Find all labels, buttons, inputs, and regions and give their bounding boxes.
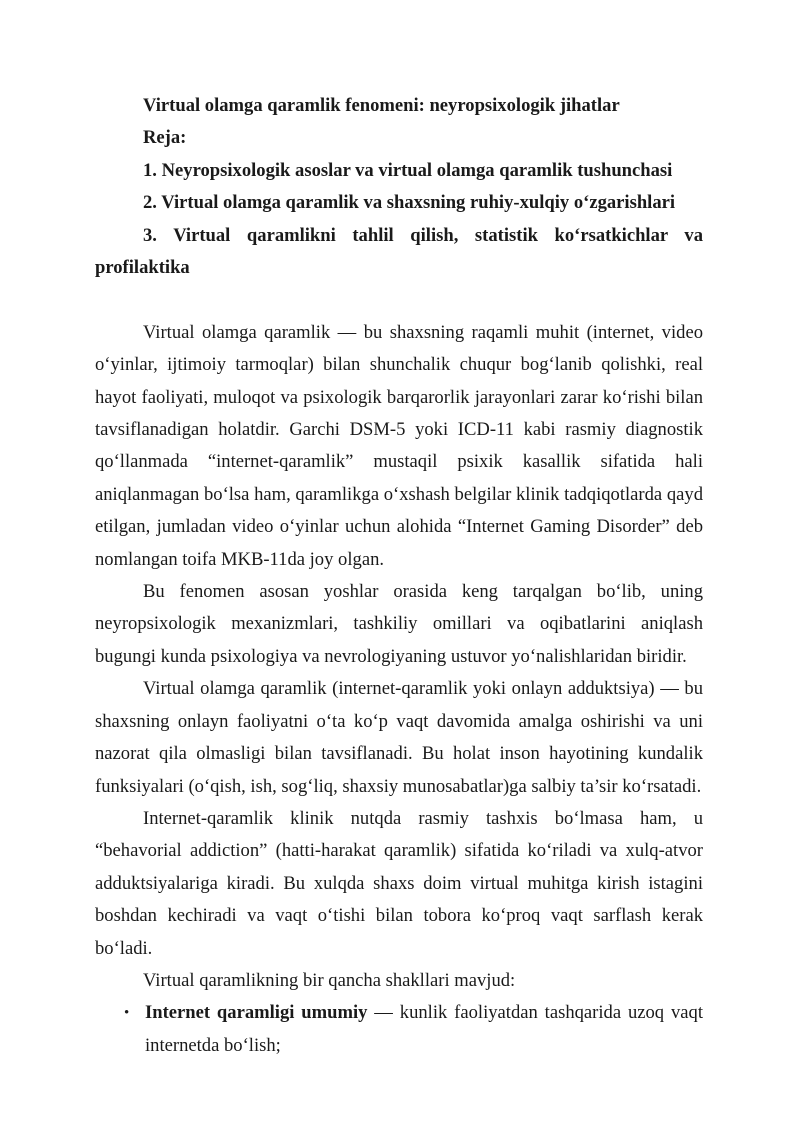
bullet-icon: • xyxy=(124,1005,130,1022)
bullet-term: Internet qaramligi umumiy xyxy=(145,1002,368,1024)
body-paragraph-1: Virtual olamga qaramlik — bu shaxsning raqamli muhit (internet, video o‘yinlar, ijtimoiy tarmoqlar) bilan shunchalik chuqur bog‘lanib qolishki, real hayot faoliyati, muloqot va psixologik barqarorlik jarayonlari zarar ko‘rishi bilan tavsiflanadigan holatdir. Garchi DSM-5 yoki ICD-11 kabi rasmiy diagnostik qo‘llanmada “internet-qaramlik” mustaqil psixik kasallik sifatida hali aniqlanmagan bo‘lsa ham, qaramlikga o‘xshash belgilar klinik tadqiqotlarda qayd etilgan, jumladan video o‘yinlar uchun alohida “Internet Gaming Disorder” deb nomlangan toifa MKB-11da joy olgan. xyxy=(95,321,703,570)
plan-item-2: 2. Virtual olamga qaramlik va shaxsning ruhiy-xulqiy o‘zgarishlari xyxy=(143,192,676,214)
plan-label: Reja: xyxy=(143,127,187,149)
plan-item-1: 1. Neyropsixologik asoslar va virtual olamga qaramlik tushunchasi xyxy=(143,159,673,181)
plan-item-3: 3. Virtual qaramlikni tahlil qilish, statistik ko‘rsatkichlar va profilaktika xyxy=(95,224,703,279)
bullet-item xyxy=(95,997,703,1062)
body-paragraph-2: Bu fenomen asosan yoshlar orasida keng tarqalgan bo‘lib, uning neyropsixologik mexanizmlari, tashkiliy omillari va oqibatlarini aniqlash bugungi kunda psixologiya va nevrologiyaning ustuvor yo‘nalishlaridan biridir. xyxy=(95,581,703,667)
body-paragraph-4: Internet-qaramlik klinik nutqda rasmiy tashxis bo‘lmasa ham, u “behavorial addiction” (hatti-harakat qaramlik) sifatida ko‘riladi va xulq-atvor adduktsiyalariga kiradi. Bu xulqda shaxs doim virtual muhitga kirish istagini boshdan kechiradi va vaqt o‘tishi bilan tobora ko‘proq vaqt sarflash kerak bo‘ladi. xyxy=(95,807,703,959)
blank-line xyxy=(95,284,703,316)
document-title: Virtual olamga qaramlik fenomeni: neyropsixologik jihatlar xyxy=(143,95,620,116)
body-paragraph-3: Virtual olamga qaramlik (internet-qaramlik yoki onlayn adduktsiya) — bu shaxsning onlayn faoliyatni o‘ta ko‘p vaqt davomida amalga oshirishi va uni nazorat qila olmasligi bilan tavsiflanadi. Bu holat inson hayotining kundalik funksiyalari (o‘qish, ish, sog‘liq, shaxsiy munosabatlar)ga salbiy ta’sir ko‘rsatadi. xyxy=(95,678,703,797)
list-intro: Virtual qaramlikning bir qancha shakllari mavjud: xyxy=(143,969,516,991)
bullet-text: — kunlik faoliyatdan tashqarida uzoq vaqt internetda bo‘lish; xyxy=(145,1002,703,1056)
